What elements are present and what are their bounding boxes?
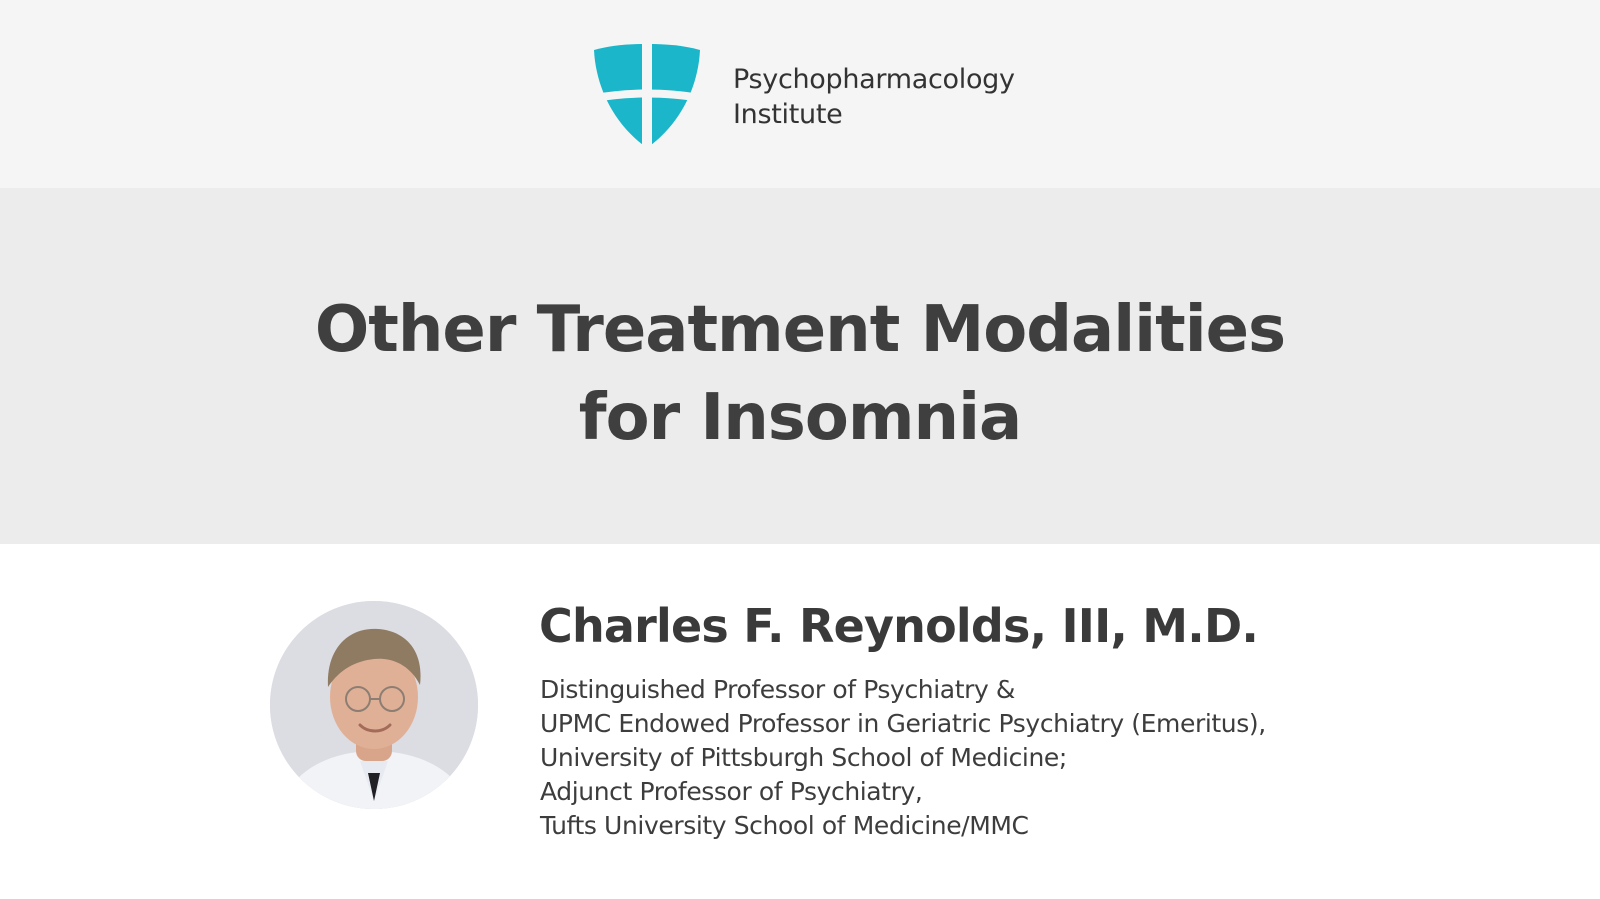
affiliation-line: Distinguished Professor of Psychiatry &: [540, 675, 1016, 704]
header-bar: [0, 0, 1600, 188]
speaker-affiliation: [540, 673, 1266, 843]
logo-line-1: Psychopharmacology: [733, 64, 1015, 95]
logo-wordmark: [733, 62, 1015, 132]
affiliation-line: University of Pittsburgh School of Medicine;: [540, 743, 1067, 772]
speaker-name: Charles F. Reynolds, III, M.D.: [539, 599, 1259, 653]
shield-cross-icon: [594, 44, 700, 148]
logo-line-2: Institute: [733, 99, 843, 130]
title-line-2: for Insomnia: [578, 381, 1022, 455]
speaker-portrait: [270, 601, 478, 809]
title-line-1: Other Treatment Modalities: [314, 293, 1286, 367]
affiliation-line: Tufts University School of Medicine/MMC: [540, 811, 1029, 840]
affiliation-line: UPMC Endowed Professor in Geriatric Psychiatry (Emeritus),: [540, 709, 1266, 738]
speaker-portrait-image: [270, 601, 478, 809]
page-title: [0, 286, 1600, 462]
affiliation-line: Adjunct Professor of Psychiatry,: [540, 777, 923, 806]
